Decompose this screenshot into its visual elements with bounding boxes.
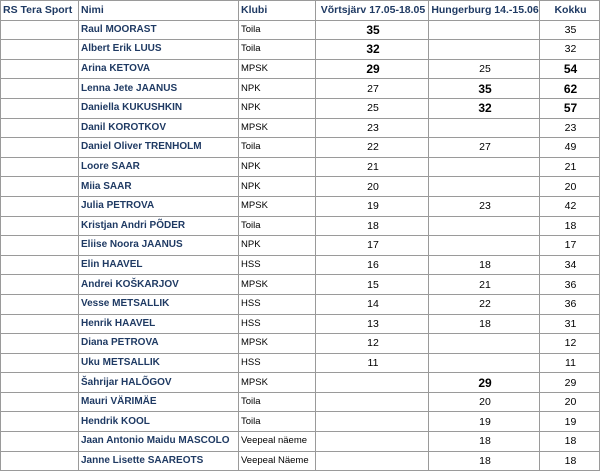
athlete-name: Vesse METSALLIK <box>79 294 239 314</box>
race2-points: 35 <box>429 79 540 99</box>
total-points: 23 <box>540 118 600 138</box>
row-blank-cell <box>1 118 79 138</box>
total-header: Kokku <box>540 1 600 21</box>
race1-points: 14 <box>316 294 429 314</box>
table-row <box>1 40 600 60</box>
athlete-club: MPSK <box>239 118 316 138</box>
athlete-club: Veepeal näeme <box>239 432 316 452</box>
athlete-club: MPSK <box>239 334 316 354</box>
table-row <box>1 20 600 40</box>
total-points: 19 <box>540 412 600 432</box>
race1-points <box>316 392 429 412</box>
row-blank-cell <box>1 157 79 177</box>
athlete-name: Daniel Oliver TRENHOLM <box>79 138 239 158</box>
row-blank-cell <box>1 432 79 452</box>
athlete-name: Jaan Antonio Maidu MASCOLO <box>79 432 239 452</box>
athlete-club: HSS <box>239 353 316 373</box>
row-blank-cell <box>1 98 79 118</box>
total-points: 57 <box>540 98 600 118</box>
athlete-name: Andrei KOŠKARJOV <box>79 275 239 295</box>
athlete-name: Mauri VÄRIMÄE <box>79 392 239 412</box>
race1-points: 15 <box>316 275 429 295</box>
table-row <box>1 392 600 412</box>
race1-points: 35 <box>316 20 429 40</box>
athlete-club: HSS <box>239 294 316 314</box>
athlete-name: Loore SAAR <box>79 157 239 177</box>
athlete-club: MPSK <box>239 275 316 295</box>
race2-points <box>429 353 540 373</box>
race2-points <box>429 20 540 40</box>
race2-points: 22 <box>429 294 540 314</box>
athlete-club: Toila <box>239 20 316 40</box>
race2-points: 18 <box>429 255 540 275</box>
race2-points <box>429 177 540 197</box>
athlete-name: Janne Lisette SAAREOTS <box>79 451 239 471</box>
total-points: 42 <box>540 196 600 216</box>
table-row <box>1 275 600 295</box>
race2-points: 32 <box>429 98 540 118</box>
row-blank-cell <box>1 373 79 393</box>
total-points: 18 <box>540 216 600 236</box>
total-points: 21 <box>540 157 600 177</box>
total-points: 12 <box>540 334 600 354</box>
race2-points <box>429 216 540 236</box>
table-row <box>1 451 600 471</box>
table-row <box>1 196 600 216</box>
race1-points <box>316 412 429 432</box>
race2-points: 29 <box>429 373 540 393</box>
team-header: RS Tera Sport <box>1 1 79 21</box>
row-blank-cell <box>1 451 79 471</box>
athlete-club: NPK <box>239 98 316 118</box>
header-row <box>1 1 600 21</box>
table-row <box>1 98 600 118</box>
row-blank-cell <box>1 412 79 432</box>
race2-points: 23 <box>429 196 540 216</box>
race1-header: Võrtsjärv 17.05-18.05 <box>316 1 429 21</box>
row-blank-cell <box>1 196 79 216</box>
athlete-club: MPSK <box>239 373 316 393</box>
race1-points: 27 <box>316 79 429 99</box>
athlete-club: Veepeal Näeme <box>239 451 316 471</box>
table-row <box>1 294 600 314</box>
athlete-name: Uku METSALLIK <box>79 353 239 373</box>
athlete-club: NPK <box>239 177 316 197</box>
results-body <box>1 20 600 471</box>
row-blank-cell <box>1 79 79 99</box>
athlete-name: Diana PETROVA <box>79 334 239 354</box>
race1-points: 32 <box>316 40 429 60</box>
race1-points: 21 <box>316 157 429 177</box>
name-header: Nimi <box>79 1 239 21</box>
race2-points: 18 <box>429 451 540 471</box>
race1-points: 22 <box>316 138 429 158</box>
athlete-name: Julia PETROVA <box>79 196 239 216</box>
table-row <box>1 79 600 99</box>
race2-points: 19 <box>429 412 540 432</box>
table-row <box>1 138 600 158</box>
athlete-name: Lenna Jete JAANUS <box>79 79 239 99</box>
athlete-club: Toila <box>239 412 316 432</box>
race2-points <box>429 236 540 256</box>
row-blank-cell <box>1 314 79 334</box>
athlete-name: Danil KOROTKOV <box>79 118 239 138</box>
race1-points: 17 <box>316 236 429 256</box>
total-points: 18 <box>540 451 600 471</box>
race1-points: 13 <box>316 314 429 334</box>
athlete-name: Kristjan Andri PÕDER <box>79 216 239 236</box>
total-points: 20 <box>540 177 600 197</box>
total-points: 32 <box>540 40 600 60</box>
athlete-name: Hendrik KOOL <box>79 412 239 432</box>
total-points: 11 <box>540 353 600 373</box>
total-points: 49 <box>540 138 600 158</box>
athlete-name: Albert Erik LUUS <box>79 40 239 60</box>
athlete-club: HSS <box>239 255 316 275</box>
athlete-club: NPK <box>239 79 316 99</box>
race2-points <box>429 334 540 354</box>
table-row <box>1 412 600 432</box>
athlete-club: Toila <box>239 138 316 158</box>
athlete-club: Toila <box>239 216 316 236</box>
athlete-name: Daniella KUKUSHKIN <box>79 98 239 118</box>
row-blank-cell <box>1 294 79 314</box>
athlete-club: NPK <box>239 236 316 256</box>
athlete-club: MPSK <box>239 196 316 216</box>
race1-points: 11 <box>316 353 429 373</box>
total-points: 35 <box>540 20 600 40</box>
total-points: 36 <box>540 275 600 295</box>
total-points: 31 <box>540 314 600 334</box>
race2-header: Hungerburg 14.-15.06 <box>429 1 540 21</box>
race1-points: 23 <box>316 118 429 138</box>
table-row <box>1 118 600 138</box>
athlete-name: Elin HAAVEL <box>79 255 239 275</box>
table-row <box>1 59 600 79</box>
total-points: 20 <box>540 392 600 412</box>
row-blank-cell <box>1 138 79 158</box>
race1-points <box>316 432 429 452</box>
table-row <box>1 314 600 334</box>
athlete-club: Toila <box>239 40 316 60</box>
athlete-name: Raul MOORAST <box>79 20 239 40</box>
race2-points <box>429 118 540 138</box>
athlete-name: Arina KETOVA <box>79 59 239 79</box>
race2-points: 21 <box>429 275 540 295</box>
race1-points: 16 <box>316 255 429 275</box>
athlete-club: NPK <box>239 157 316 177</box>
total-points: 29 <box>540 373 600 393</box>
athlete-name: Eliise Noora JAANUS <box>79 236 239 256</box>
row-blank-cell <box>1 236 79 256</box>
table-row <box>1 177 600 197</box>
athlete-club: HSS <box>239 314 316 334</box>
race1-points: 19 <box>316 196 429 216</box>
table-row <box>1 373 600 393</box>
total-points: 36 <box>540 294 600 314</box>
race2-points: 25 <box>429 59 540 79</box>
row-blank-cell <box>1 177 79 197</box>
race1-points <box>316 451 429 471</box>
race1-points: 12 <box>316 334 429 354</box>
race2-points: 18 <box>429 314 540 334</box>
row-blank-cell <box>1 40 79 60</box>
athlete-club: MPSK <box>239 59 316 79</box>
race1-points: 18 <box>316 216 429 236</box>
total-points: 54 <box>540 59 600 79</box>
athlete-name: Šahrijar HALÕGOV <box>79 373 239 393</box>
total-points: 17 <box>540 236 600 256</box>
race1-points: 20 <box>316 177 429 197</box>
table-row <box>1 353 600 373</box>
race2-points: 27 <box>429 138 540 158</box>
athlete-name: Henrik HAAVEL <box>79 314 239 334</box>
race2-points: 20 <box>429 392 540 412</box>
athlete-club: Toila <box>239 392 316 412</box>
table-row <box>1 255 600 275</box>
club-header: Klubi <box>239 1 316 21</box>
race1-points <box>316 373 429 393</box>
table-row <box>1 334 600 354</box>
total-points: 34 <box>540 255 600 275</box>
total-points: 62 <box>540 79 600 99</box>
race2-points <box>429 157 540 177</box>
row-blank-cell <box>1 392 79 412</box>
row-blank-cell <box>1 275 79 295</box>
table-row <box>1 157 600 177</box>
row-blank-cell <box>1 334 79 354</box>
row-blank-cell <box>1 216 79 236</box>
row-blank-cell <box>1 20 79 40</box>
race1-points: 29 <box>316 59 429 79</box>
race2-points: 18 <box>429 432 540 452</box>
total-points: 18 <box>540 432 600 452</box>
table-row <box>1 216 600 236</box>
athlete-name: Miia SAAR <box>79 177 239 197</box>
row-blank-cell <box>1 59 79 79</box>
table-row <box>1 236 600 256</box>
table-row <box>1 432 600 452</box>
race1-points: 25 <box>316 98 429 118</box>
race2-points <box>429 40 540 60</box>
row-blank-cell <box>1 255 79 275</box>
row-blank-cell <box>1 353 79 373</box>
